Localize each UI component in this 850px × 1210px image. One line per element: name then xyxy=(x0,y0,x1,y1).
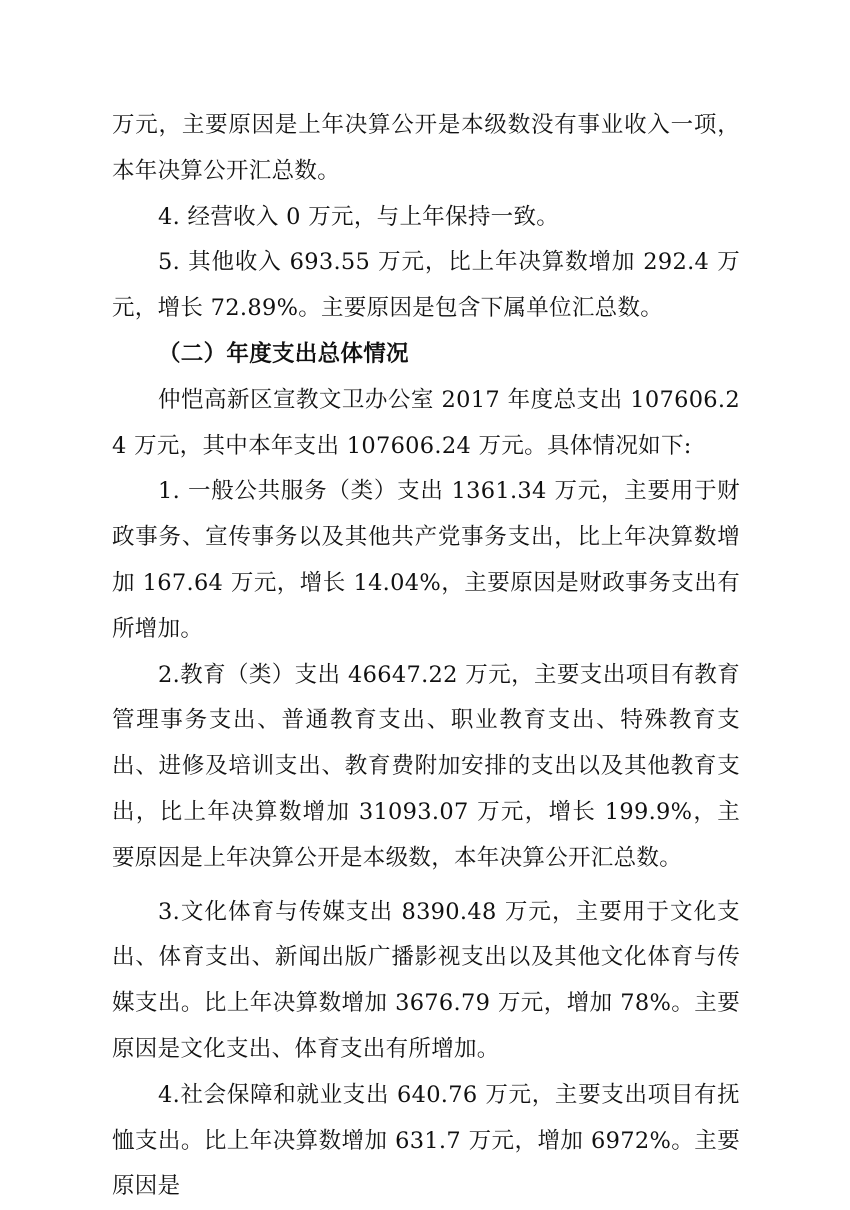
paragraph-revenue-note: 万元，主要原因是上年决算公开是本级数没有事业收入一项，本年决算公开汇总数。 xyxy=(112,112,740,184)
paragraph-other-income: 5. 其他收入 693.55 万元，比上年决算数增加 292.4 万元，增长 72.89%。主要原因是包含下属单位汇总数。 xyxy=(112,249,740,322)
paragraph-education: 2.教育（类）支出 46647.22 万元，主要支出项目有教育管理事务支出、普通教育支出、职业教育支出、特殊教育支出、进修及培训支出、教育费附加安排的支出以及其他教育支出，比上年决算数增加 31093.07 万元，增长 199.9%，主要原因是上年决算公开是本级数，本年决算公开汇总数。 xyxy=(112,661,740,871)
document-page xyxy=(112,103,740,1210)
paragraph-social-security: 4.社会保障和就业支出 640.76 万元，主要支出项目有抚恤支出。比上年决算数增加 631.7 万元，增加 6972%。主要原因是 xyxy=(112,1081,740,1200)
section-heading-expenditure: （二）年度支出总体情况 xyxy=(158,340,409,367)
paragraph-total-expenditure: 仲恺高新区宣教文卫办公室 2017 年度总支出 107606.24 万元，其中本年支出 107606.24 万元。具体情况如下: xyxy=(112,386,740,459)
paragraph-culture-sports-media: 3.文化体育与传媒支出 8390.48 万元，主要用于文化支出、体育支出、新闻出版广播影视支出以及其他文化体育与传媒支出。比上年决算数增加 3676.79 万元，增加 78%。主要原因是文化支出、体育支出有所增加。 xyxy=(112,898,740,1062)
paragraph-operating-income: 4. 经营收入 0 万元，与上年保持一致。 xyxy=(158,203,560,230)
paragraph-general-public-services: 1. 一般公共服务（类）支出 1361.34 万元，主要用于财政事务、宣传事务以及其他共产党事务支出，比上年决算数增加 167.64 万元，增长 14.04%，主要原因是财政事务支出有所增加。 xyxy=(112,478,740,642)
